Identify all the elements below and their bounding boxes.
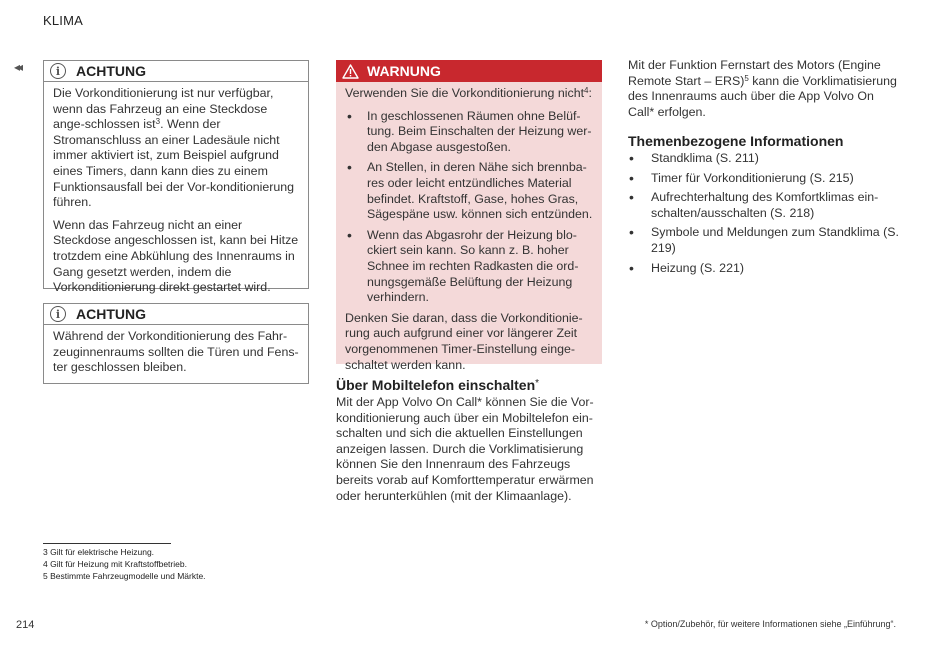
mobile-section: [336, 377, 602, 504]
mobile-section-heading: [336, 377, 602, 393]
footnote-number: 4: [43, 559, 48, 569]
related-link-symbole[interactable]: • Symbole und Meldungen zum Standklima (S. 219): [628, 225, 900, 256]
footnote-ref-5: 5: [744, 73, 749, 83]
caution-box-2: [43, 303, 309, 384]
warning-list: [345, 109, 593, 306]
caution-box-2-title: ACHTUNG: [76, 306, 146, 322]
mobile-heading-text: Über Mobiltelefon einschalten: [336, 377, 536, 393]
warning-list-item: • In geschlossenen Räumen ohne Belüf-tung. Beim Einschalten der Heizung wer-den Abgase ausgestoßen.: [345, 109, 593, 156]
warning-closing: Denken Sie daran, dass die Vorkonditionie-rung auch aufgrund einer vor längerer Zeit vorgenommenen Timer-Einstellung einge-schaltet werden kann.: [345, 310, 583, 372]
footnote-number: 5: [43, 571, 48, 581]
caution-box-1-header: [43, 60, 309, 82]
remote-text: kann die Vorklimatisierung des Innenraums auch über die App Volvo On Call* erfolgen.: [628, 73, 897, 119]
caution-box-1-title: ACHTUNG: [76, 63, 146, 79]
warning-box: [336, 60, 602, 372]
running-header: KLIMA: [43, 13, 84, 28]
footnote-4: [43, 558, 206, 570]
warning-list-item: • Wenn das Abgasrohr der Heizung blo-ckiert sein kann. So kann z. B. hoher Schnee im rechten Radkasten die ord-nungsgemäße Belüftung der Heizung verhindern.: [345, 228, 593, 306]
warning-intro-text: Verwenden Sie die Vorkonditionierung nicht: [345, 86, 585, 100]
caution-box-2-text: Während der Vorkonditionierung des Fahr-zeuginnenraums sollten die Türen und Fens-ter geschlossen bleiben.: [53, 329, 299, 375]
warning-list-item: • An Stellen, in deren Nähe sich brennba-res oder leicht entzündliches Material befindet. Kraftstoff, Gase, hohes Gras, Sägespäne usw. können sich entzünden.: [345, 160, 593, 222]
info-circle-icon: i: [50, 306, 66, 322]
caution-text: . Wenn der Stromanschluss an einer Ladesäule nicht immer aktiviert ist, zum Beispiel aufgrund eines Timers, dann kann dies zu einem Funktionsausfall bei der Vor-konditionierung führen.: [53, 117, 295, 210]
footnote-number: 3: [43, 547, 48, 557]
warning-triangle-icon: [342, 64, 359, 79]
footnote-5: [43, 570, 206, 582]
warning-intro-end: :: [588, 86, 592, 100]
caution-box-1: [43, 60, 309, 295]
warning-box-title: WARNUNG: [367, 63, 441, 79]
footnote-text: Gilt für Heizung mit Kraftstoffbetrieb.: [50, 559, 187, 569]
caution-box-1-paragraph-2: Wenn das Fahrzeug nicht an einer Steckdose angeschlossen ist, kann bei Hitze trotzdem eine Abkühlung des Innenraums in Gang gesetzt werden, indem die Vorkonditionierung direkt gestartet wird.: [53, 217, 299, 295]
caution-box-1-body: [44, 82, 308, 304]
caution-box-1-paragraph-1: [53, 86, 299, 211]
footnote-text: Gilt für elektrische Heizung.: [50, 547, 155, 557]
related-link-komfortklima[interactable]: • Aufrechterhaltung des Komfortklimas ein-schalten/ausschalten (S. 218): [628, 190, 900, 221]
related-info-heading: Themenbezogene Informationen: [628, 133, 844, 149]
remote-text: Mit der Funktion Fernstart des Motors (Engine Remote Start – ERS): [628, 58, 881, 88]
footnotes: [43, 546, 206, 582]
caution-box-2-body: [44, 325, 308, 384]
mobile-section-body: Mit der App Volvo On Call* können Sie die Vor-konditionierung auch über ein Mobiltelefon ein-schalten und sich die aktuellen Einstellungen anzeigen lassen. Durch die Vorklimatisierung können Sie den Innenraum des Fahrzeugs bereits vorab auf Komforttemperatur erwärmen oder herunterkühlen (mit der Klimaanlage).: [336, 395, 594, 503]
warning-box-body: [336, 82, 602, 373]
related-link-heizung[interactable]: • Heizung (S. 221): [628, 261, 900, 277]
info-circle-icon: i: [50, 63, 66, 79]
caution-text: Die Vorkonditionierung ist nur verfügbar, wenn das Fahrzeug an eine Steckdose ange-schlossen ist: [53, 86, 274, 132]
option-star: *: [535, 378, 540, 389]
related-info-list: [628, 151, 900, 276]
footnote-3: [43, 546, 206, 558]
related-info-section: [628, 133, 900, 280]
remote-start-paragraph: [628, 58, 900, 120]
caution-box-2-header: [43, 303, 309, 325]
warning-intro: [345, 86, 593, 102]
footnote-text: Bestimmte Fahrzeugmodelle und Märkte.: [50, 571, 206, 581]
related-link-standklima[interactable]: • Standklima (S. 211): [628, 151, 900, 167]
continuation-mark: ◂◂: [14, 60, 21, 74]
related-link-timer[interactable]: • Timer für Vorkonditionierung (S. 215): [628, 171, 900, 187]
footer-option-note: * Option/Zubehör, für weitere Informationen siehe „Einführung“.: [644, 619, 896, 629]
footnote-ref-4: 4: [584, 86, 589, 95]
footnote-divider: [43, 543, 171, 544]
footnote-ref-3: 3: [155, 117, 161, 127]
warning-box-header: [336, 60, 602, 82]
page-number: 214: [16, 619, 35, 631]
remote-start-text: [628, 58, 900, 120]
